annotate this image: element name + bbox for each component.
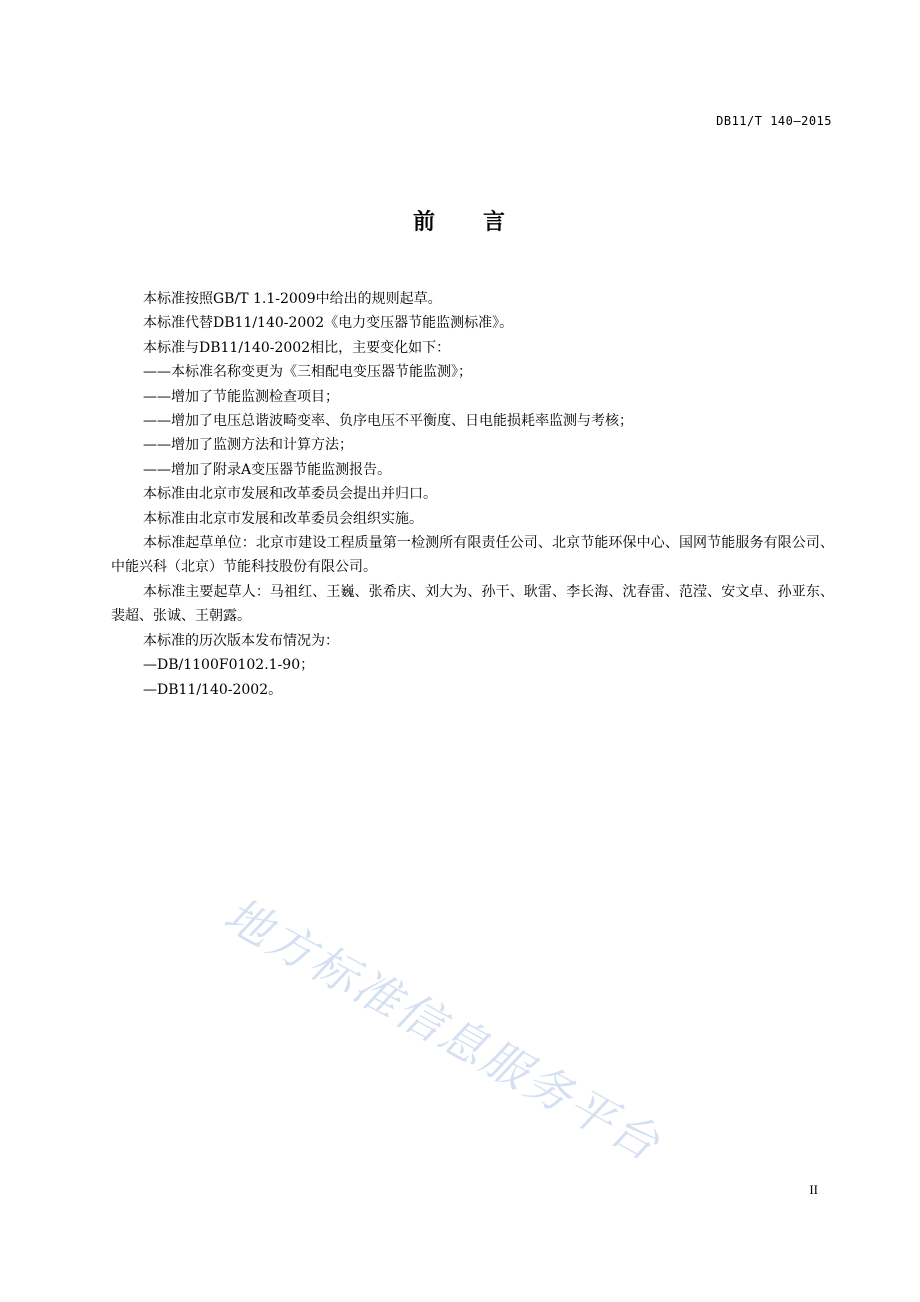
change-item: ——增加了节能监测检查项目； xyxy=(143,388,339,405)
paragraph: 本标准由北京市发展和改革委员会组织实施。 xyxy=(143,510,423,527)
paragraph: 本标准的历次版本发布情况为： xyxy=(143,632,339,649)
foreword-body xyxy=(111,287,834,702)
watermark: 地方标准信息服务平台 xyxy=(215,887,671,1172)
paragraph: 本标准与DB11/140-2002相比，主要变化如下： xyxy=(143,339,451,356)
change-item: ——增加了附录A变压器节能监测报告。 xyxy=(143,461,392,478)
version-item: —DB11/140-2002。 xyxy=(143,681,283,698)
change-item: ——本标准名称变更为《三相配电变压器节能监测》； xyxy=(143,364,472,381)
title-char-1: 前 xyxy=(412,210,437,235)
paragraph: 本标准按照GB/T 1.1-2009中给出的规则起草。 xyxy=(143,291,442,307)
page-number: II xyxy=(809,1182,818,1197)
document-code: DB11/T 140—2015 xyxy=(716,114,832,128)
version-item: —DB/1100F0102.1-90； xyxy=(143,657,315,674)
change-item: ——增加了电压总谐波畸变率、负序电压不平衡度、日电能损耗率监测与考核； xyxy=(143,413,633,430)
paragraph: 本标准由北京市发展和改革委员会提出并归口。 xyxy=(143,486,437,503)
drafters: 本标准主要起草人：马祖红、王巍、张希庆、刘大为、孙干、耿雷、李长海、沈春雷、范滢、安文卓、孙亚东、裴超、张诚、王朝露。 xyxy=(111,583,834,625)
page-title xyxy=(0,205,920,236)
drafting-units: 本标准起草单位：北京市建设工程质量第一检测所有限责任公司、北京节能环保中心、国网节能服务有限公司、中能兴科（北京）节能科技股份有限公司。 xyxy=(111,535,834,576)
paragraph: 本标准代替DB11/140-2002《电力变压器节能监测标准》。 xyxy=(143,315,514,332)
change-item: ——增加了监测方法和计算方法； xyxy=(143,437,353,454)
title-char-2: 言 xyxy=(483,210,508,235)
